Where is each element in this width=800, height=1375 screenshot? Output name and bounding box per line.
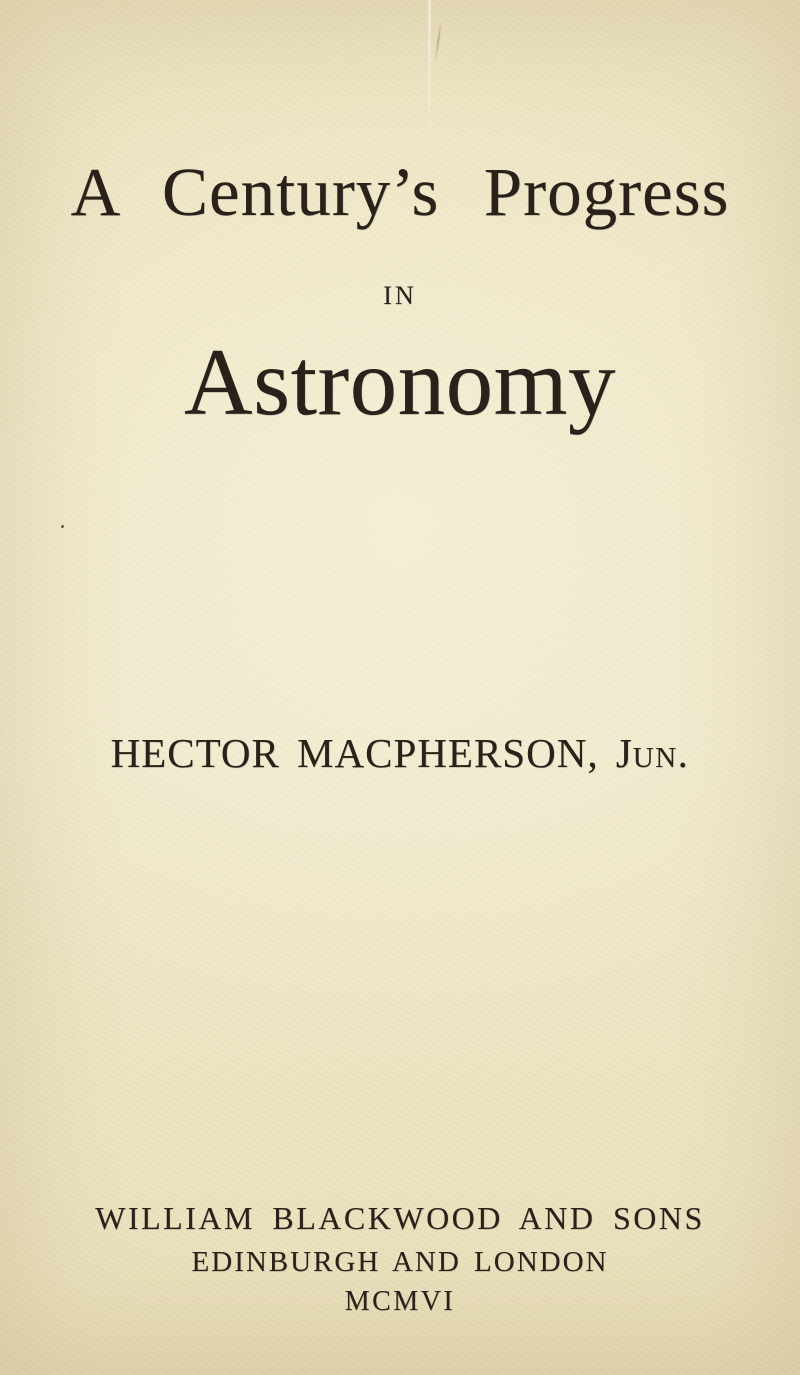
- paper-crease: [428, 0, 431, 145]
- book-subject: Astronomy: [184, 329, 616, 435]
- title-connector: IN: [383, 281, 417, 310]
- author-suffix: un.: [632, 730, 690, 776]
- author-line: [0, 730, 800, 776]
- author-name: HECTOR MACPHERSON, J: [110, 730, 633, 776]
- book-title: A Century’s Progress: [70, 154, 730, 230]
- publication-year: MCMVI: [344, 1286, 456, 1317]
- publisher-location: EDINBURGH AND LONDON: [191, 1246, 609, 1278]
- paper-speck: [61, 525, 64, 528]
- paper-fiber: [434, 22, 441, 64]
- publisher-name: WILLIAM BLACKWOOD AND SONS: [95, 1200, 705, 1236]
